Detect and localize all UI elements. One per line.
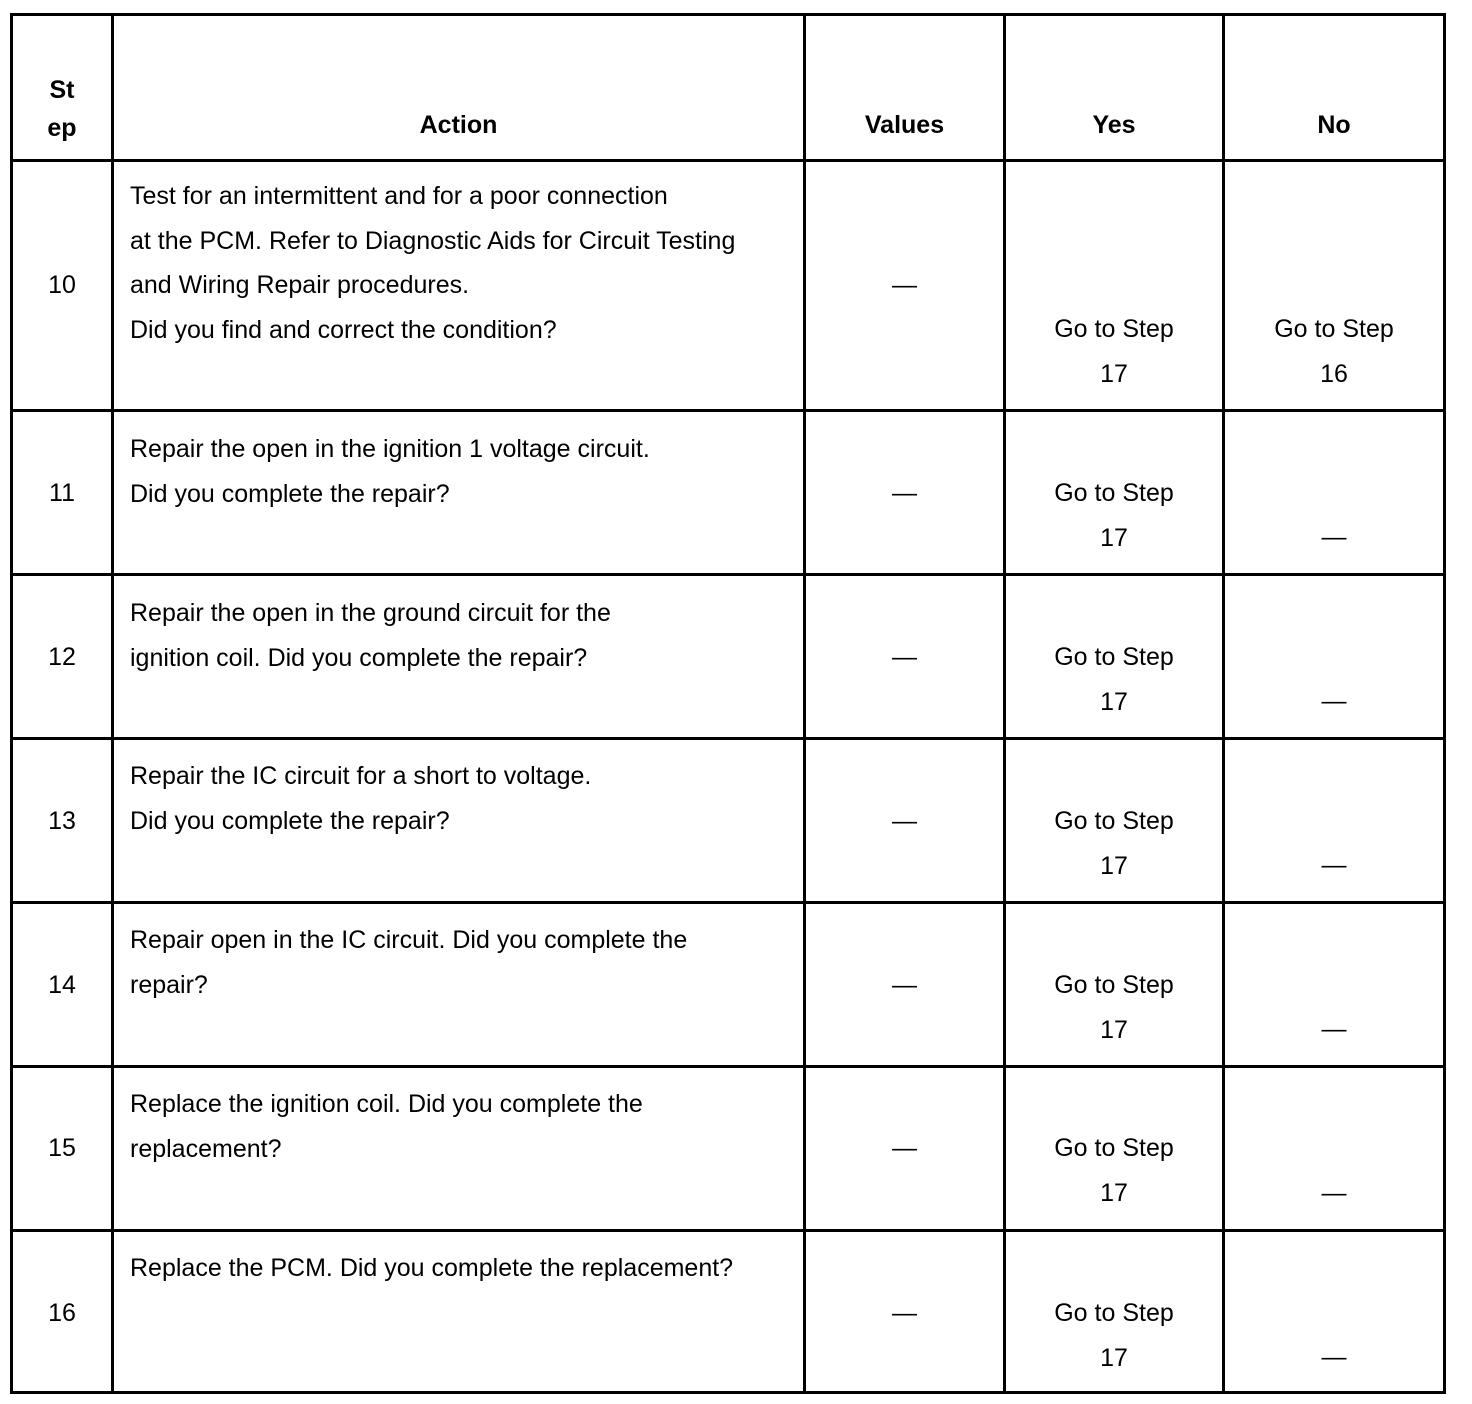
header-action: Action xyxy=(419,111,498,139)
yes-go-to: Go to Step xyxy=(1054,479,1174,507)
yes-step-number: 17 xyxy=(1100,523,1128,552)
yes-cell xyxy=(1006,471,1222,560)
yes-go-to: Go to Step xyxy=(1054,1299,1174,1327)
no-go-to: Go to Step xyxy=(1274,315,1394,343)
yes-go-to: Go to Step xyxy=(1054,807,1174,835)
yes-step-number: 17 xyxy=(1100,687,1128,716)
diagnostic-table xyxy=(10,13,1446,1394)
table-border-bottom xyxy=(10,1391,1446,1394)
yes-step-number: 17 xyxy=(1100,851,1128,880)
action-line: Repair the IC circuit for a short to voltage. xyxy=(130,762,592,790)
header-no: No xyxy=(1317,111,1351,139)
table-border-top xyxy=(10,13,1446,16)
action-text xyxy=(130,918,802,1007)
action-text xyxy=(130,591,802,680)
yes-cell xyxy=(1006,1126,1222,1215)
action-line: Repair the open in the ground circuit for the xyxy=(130,599,611,627)
row-divider xyxy=(10,1229,1446,1232)
header-yes: Yes xyxy=(1092,111,1136,139)
step-number: 14 xyxy=(48,971,76,999)
step-number: 11 xyxy=(49,479,75,507)
yes-cell xyxy=(1006,1291,1222,1380)
yes-cell xyxy=(1006,799,1222,888)
row-divider xyxy=(10,409,1446,412)
action-line: Did you find and correct the condition? xyxy=(130,315,557,344)
yes-step-number: 17 xyxy=(1100,1015,1128,1044)
yes-go-to: Go to Step xyxy=(1054,1134,1174,1162)
action-text xyxy=(130,1082,802,1171)
header-step-line2: ep xyxy=(47,114,77,142)
yes-step-number: 17 xyxy=(1100,1178,1128,1207)
table-border-left xyxy=(10,13,13,1394)
row-divider xyxy=(10,1065,1446,1068)
yes-go-to: Go to Step xyxy=(1054,971,1174,999)
step-number: 16 xyxy=(48,1299,76,1327)
no-cell: — xyxy=(1321,1343,1347,1371)
step-number: 10 xyxy=(48,271,76,299)
values-cell: — xyxy=(892,971,917,999)
row-divider xyxy=(10,901,1446,904)
action-line: repair? xyxy=(130,970,208,999)
action-line: and Wiring Repair procedures. xyxy=(130,271,470,299)
yes-step-number: 17 xyxy=(1100,359,1128,388)
action-text xyxy=(130,427,802,516)
action-line: Test for an intermittent and for a poor connection xyxy=(130,182,668,210)
action-line: replacement? xyxy=(130,1134,282,1163)
no-step-number: 16 xyxy=(1320,359,1348,388)
values-cell: — xyxy=(892,271,917,299)
no-cell: — xyxy=(1321,851,1347,879)
action-line: Did you complete the repair? xyxy=(130,806,450,835)
yes-cell xyxy=(1006,963,1222,1052)
step-number: 15 xyxy=(48,1134,76,1162)
yes-go-to: Go to Step xyxy=(1054,315,1174,343)
column-divider xyxy=(803,13,806,1394)
row-divider xyxy=(10,737,1446,740)
column-divider xyxy=(111,13,114,1394)
yes-cell xyxy=(1006,307,1222,396)
values-cell: — xyxy=(892,479,917,507)
yes-go-to: Go to Step xyxy=(1054,643,1174,671)
no-cell: — xyxy=(1321,523,1347,551)
values-cell: — xyxy=(892,1299,917,1327)
action-text xyxy=(130,754,802,843)
header-step xyxy=(13,71,111,147)
action-line: Replace the PCM. Did you complete the replacement? xyxy=(130,1254,734,1282)
action-line: at the PCM. Refer to Diagnostic Aids for Circuit Testing xyxy=(130,226,736,255)
action-line: Did you complete the repair? xyxy=(130,479,450,508)
header-step-line1: St xyxy=(49,76,75,104)
table-border-right xyxy=(1443,13,1446,1394)
action-line: Repair the open in the ignition 1 voltage circuit. xyxy=(130,435,650,463)
no-cell: — xyxy=(1321,687,1347,715)
no-cell: — xyxy=(1321,1179,1347,1207)
values-cell: — xyxy=(892,1134,917,1162)
values-cell: — xyxy=(892,643,917,671)
action-line: Replace the ignition coil. Did you complete the xyxy=(130,1090,643,1118)
row-divider xyxy=(10,159,1446,162)
action-text xyxy=(130,1246,802,1291)
action-text xyxy=(130,174,802,352)
action-line: Repair open in the IC circuit. Did you complete the xyxy=(130,926,688,954)
action-line: ignition coil. Did you complete the repair? xyxy=(130,643,588,672)
values-cell: — xyxy=(892,807,917,835)
yes-step-number: 17 xyxy=(1100,1343,1128,1372)
step-number: 12 xyxy=(48,643,76,671)
step-number: 13 xyxy=(48,807,76,835)
row-divider xyxy=(10,573,1446,576)
yes-cell xyxy=(1006,635,1222,724)
no-cell: — xyxy=(1321,1015,1347,1043)
no-cell xyxy=(1225,307,1443,396)
header-values: Values xyxy=(864,111,945,139)
